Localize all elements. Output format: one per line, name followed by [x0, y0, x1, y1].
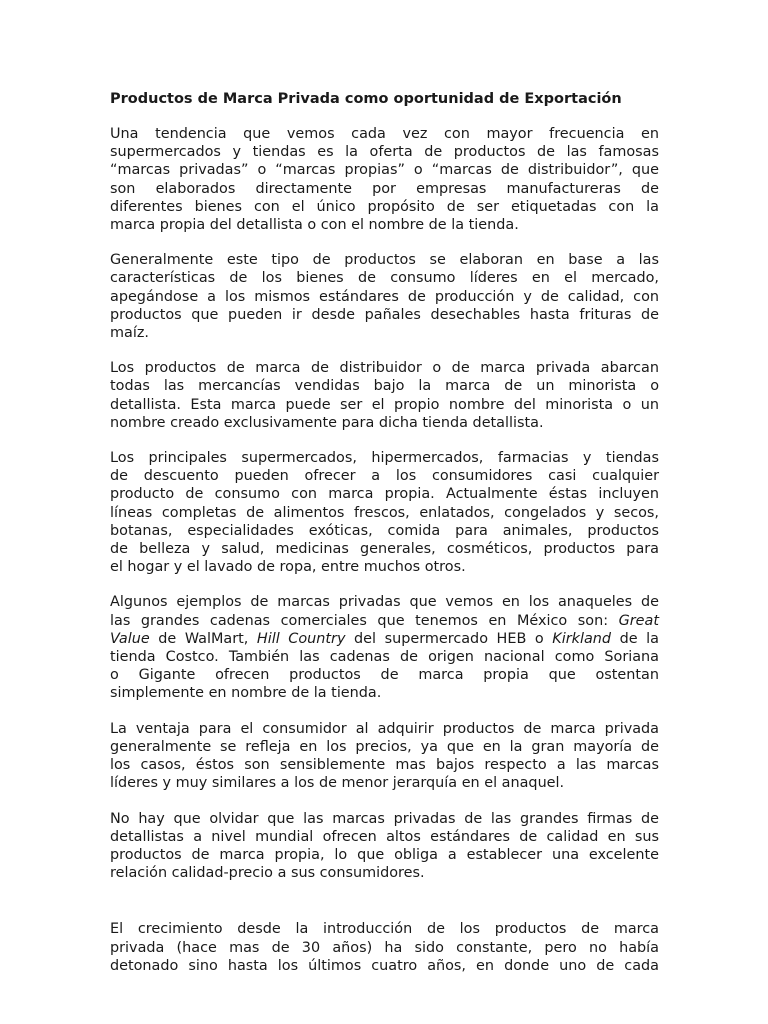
text-line: detallista. Esta marca puede ser el propio nombre del minorista o un [110, 396, 659, 413]
paragraph-2 [110, 251, 659, 342]
text-line: privada (hace mas de 30 años) ha sido constante, pero no había [110, 939, 659, 956]
text-line: características de los bienes de consumo líderes en el mercado, [110, 270, 659, 287]
text-line: Una tendencia que vemos cada vez con mayor frecuencia en [110, 126, 659, 142]
paragraph-6 [110, 720, 659, 793]
paragraph-8 [110, 920, 659, 975]
document-title: Productos de Marca Privada como oportunidad de Exportación [110, 91, 622, 107]
brand-name-kirkland: Kirkland [552, 630, 612, 647]
text-line: tienda Costco. También las cadenas de origen nacional como Soriana [110, 649, 659, 666]
text-line [110, 630, 659, 648]
text-line: nombre creado exclusivamente para dicha tienda detallista. [110, 414, 544, 431]
text-line: apegándose a los mismos estándares de producción y de calidad, con [110, 288, 659, 305]
text-line: de descuento pueden ofrecer a los consumidores casi cualquier [110, 468, 659, 485]
text-segment: las grandes cadenas comerciales que tenemos en México son: [110, 612, 619, 629]
text-line: Algunos ejemplos de marcas privadas que vemos en los anaqueles de [110, 594, 659, 611]
text-line: simplemente en nombre de la tienda. [110, 685, 382, 702]
paragraph-5 [110, 593, 659, 702]
text-line: Los principales supermercados, hipermercados, farmacias y tiendas [110, 450, 659, 467]
text-segment: de WalMart, [149, 630, 257, 647]
text-line: marca propia del detallista o con el nombre de la tienda. [110, 217, 519, 234]
text-line: No hay que olvidar que las marcas privadas de las grandes firmas de [110, 810, 659, 827]
text-line: maíz. [110, 325, 149, 342]
paragraph-4 [110, 449, 659, 576]
text-line: relación calidad-precio a sus consumidores. [110, 865, 425, 882]
text-line: El crecimiento desde la introducción de los productos de marca [110, 921, 659, 938]
document-page [110, 90, 659, 992]
text-line: líderes y muy similares a los de menor jerarquía en el anaquel. [110, 775, 565, 792]
brand-name-hill-country: Hill Country [256, 630, 346, 647]
text-segment: del supermercado HEB o [345, 630, 553, 647]
paragraph-3 [110, 359, 659, 432]
text-line: los casos, éstos son sensiblemente mas bajos respecto a las marcas [110, 757, 659, 774]
text-line: generalmente se refleja en los precios, ya que en la gran mayoría de [110, 738, 659, 755]
text-line: producto de consumo con marca propia. Actualmente éstas incluyen [110, 486, 659, 503]
text-line: todas las mercancías vendidas bajo la marca de un minorista o [110, 378, 659, 395]
brand-name-great-value: Great [618, 612, 659, 629]
text-line [110, 612, 659, 630]
text-line: botanas, especialidades exóticas, comida para animales, productos [110, 522, 659, 539]
paragraph-7 [110, 810, 659, 883]
text-line: el hogar y el lavado de ropa, entre muchos otros. [110, 559, 466, 576]
text-line: productos de marca propia, lo que obliga a establecer una excelente [110, 846, 659, 863]
text-line: Generalmente este tipo de productos se elaboran en base a las [110, 252, 659, 269]
text-line: líneas completas de alimentos frescos, enlatados, congelados y secos, [110, 504, 659, 521]
text-line: de belleza y salud, medicinas generales, cosméticos, productos para [110, 541, 659, 558]
text-line: La ventaja para el consumidor al adquirir productos de marca privada [110, 720, 659, 737]
text-line: Los productos de marca de distribuidor o de marca privada abarcan [110, 360, 659, 377]
paragraph-1 [110, 125, 659, 234]
text-line: son elaborados directamente por empresas manufactureras de [110, 180, 659, 197]
brand-name-great-value: Value [110, 630, 150, 647]
text-segment: de la [611, 630, 659, 647]
text-line: “marcas privadas” o “marcas propias” o “marcas de distribuidor”, que [110, 162, 659, 179]
text-line: productos que pueden ir desde pañales desechables hasta frituras de [110, 306, 659, 323]
text-line: detonado sino hasta los últimos cuatro años, en donde uno de cada [110, 957, 659, 974]
text-line: supermercados y tiendas es la oferta de productos de las famosas [110, 144, 659, 161]
text-line: diferentes bienes con el único propósito de ser etiquetadas con la [110, 198, 659, 215]
text-line: detallistas a nivel mundial ofrecen altos estándares de calidad en sus [110, 828, 659, 845]
text-line: o Gigante ofrecen productos de marca propia que ostentan [110, 667, 659, 684]
